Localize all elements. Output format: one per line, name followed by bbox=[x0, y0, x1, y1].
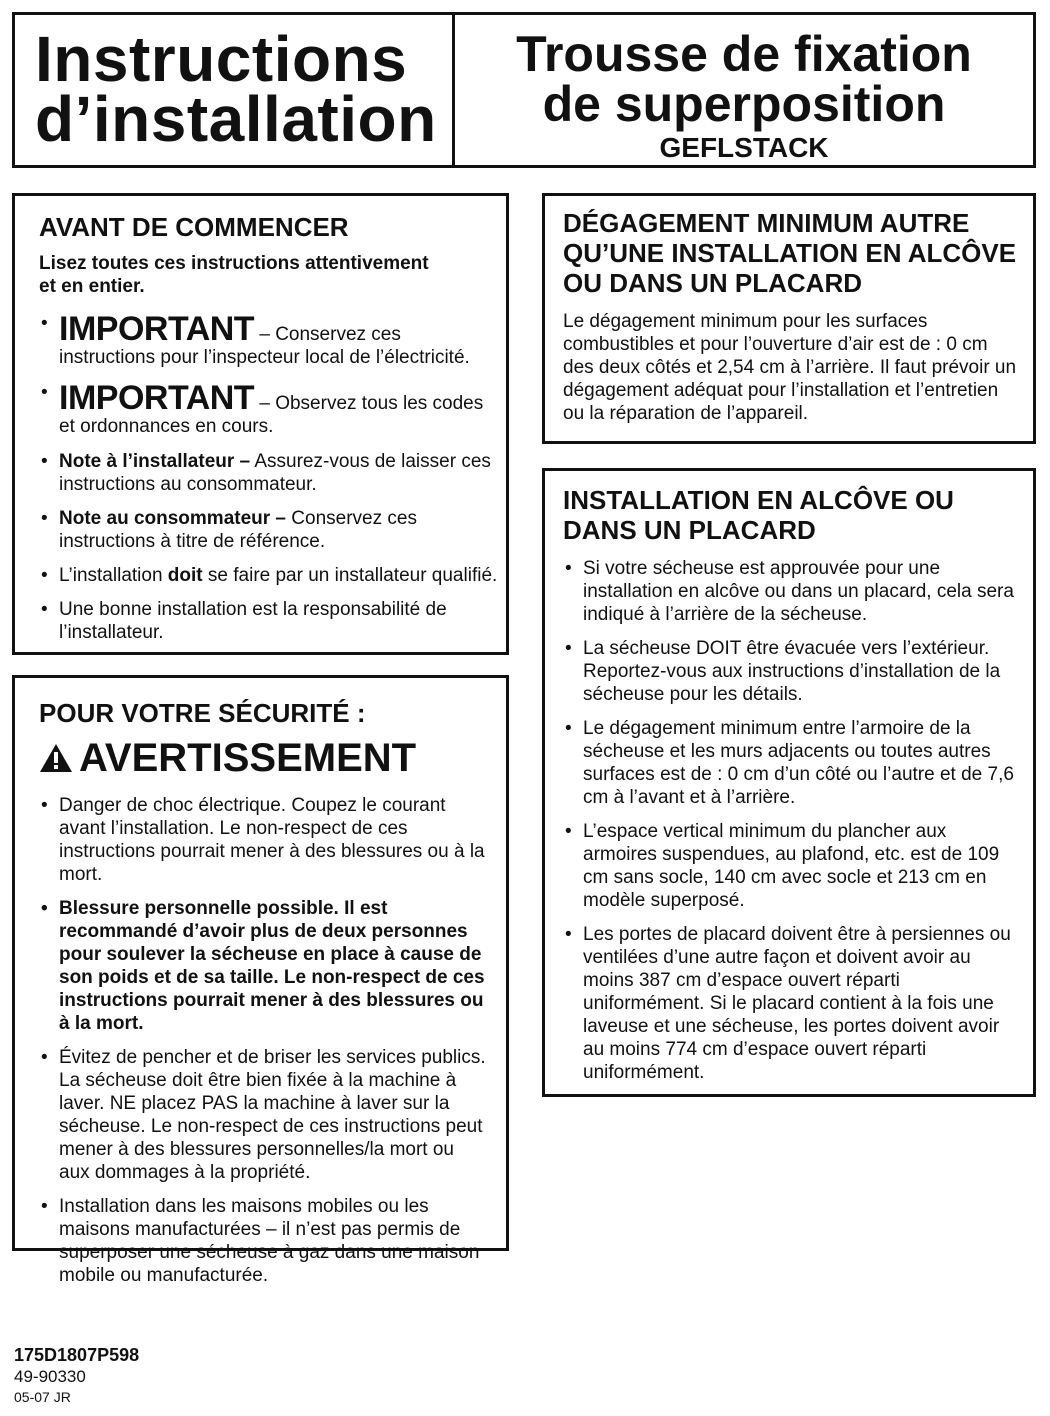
part-number: 175D1807P598 bbox=[14, 1345, 140, 1365]
list-item: • IMPORTANT – Conservez ces instructions pour l’inspecteur local de l’électricité. bbox=[41, 310, 470, 368]
before-you-begin-box bbox=[12, 193, 509, 655]
section-heading: POUR VOTRE SÉCURITÉ : bbox=[39, 698, 366, 728]
item-text: Danger de choc électrique. Coupez le courant avant l’installation. Le non-respect de ces instructions pourrait mener à des blessures ou à la mort. bbox=[59, 795, 485, 885]
item-text: se faire par un installateur qualifié. bbox=[202, 565, 498, 586]
item-text: – Conservez ces instructions pour l’inspecteur local de l’électricité. bbox=[59, 324, 470, 368]
item-text: Si votre sécheuse est approuvée pour une installation en alcôve ou dans un placard, cela sera indiqué à l’arrière de la sécheuse. bbox=[583, 558, 1014, 625]
list-item: • Installation dans les maisons mobiles ou les maisons manufacturées – il n’est pas permis de superposer une sécheuse à gaz dans une maison mobile ou manufacturée. bbox=[41, 1196, 480, 1286]
item-text: Le dégagement minimum entre l’armoire de la sécheuse et les murs adjacents ou toutes autres surfaces est de : 0 cm d’un côté ou l’autre et de 7,6 cm à l’avant et à l’arrière. bbox=[583, 718, 1014, 808]
doc-title-line2: d’installation bbox=[35, 83, 437, 155]
item-text: Assurez-vous de laisser ces instructions au consommateur. bbox=[59, 451, 491, 495]
item-text: Les portes de placard doivent être à persiennes ou ventilées d’une autre façon et doivent avoir au moins 387 cm d’espace ouvert réparti uniformément. Si le placard contient à la fois une laveuse et une sécheuse, les portes doivent avoir au moins 774 cm d’espace ouvert réparti uniformément. bbox=[583, 924, 1011, 1083]
item-text: L’installation bbox=[59, 565, 168, 586]
list-item: • Le dégagement minimum entre l’armoire de la sécheuse et les murs adjacents ou toutes autres surfaces est de : 0 cm d’un côté ou l’autre et de 7,6 cm à l’avant et à l’arrière. bbox=[565, 718, 1014, 808]
list-item: • Évitez de pencher et de briser les services publics. La sécheuse doit être bien fixée à la machine à laver. NE placez PAS la machine à laver sur la sécheuse. Le non-respect de ces instructions peut mener à des blessures personnelles/la mort ou aux dommages à la propriété. bbox=[41, 1047, 486, 1183]
doc-title-block bbox=[15, 15, 455, 165]
document-header bbox=[12, 12, 1036, 168]
list-item: • Note au consommateur – Conservez ces instructions à titre de référence. bbox=[41, 508, 417, 552]
item-text: Installation dans les maisons mobiles ou les maisons manufacturées – il n’est pas permis de superposer une sécheuse à gaz dans une maison mobile ou manufacturée. bbox=[59, 1196, 480, 1286]
doc-title-line1: Instructions bbox=[35, 23, 408, 95]
safety-list bbox=[39, 794, 488, 1287]
item-text: La sécheuse DOIT être évacuée vers l’extérieur. Reportez-vous aux instructions d’installation de la sécheuse pour les détails. bbox=[583, 638, 1001, 705]
list-item: • IMPORTANT – Observez tous les codes et ordonnances en cours. bbox=[41, 379, 484, 437]
list-item: • L’espace vertical minimum du plancher aux armoires suspendues, au plafond, etc. est de 109 cm sans socle, 140 cm avec socle et 213 cm en modèle superposé. bbox=[565, 821, 1000, 911]
warning-title: AVERTISSEMENT bbox=[79, 736, 417, 780]
item-lead: Note à l’installateur – bbox=[59, 451, 251, 472]
product-title-line1: Trousse de fixation bbox=[516, 26, 972, 82]
list-item: • L’installation doit se faire par un installateur qualifié. bbox=[41, 565, 498, 586]
section-heading: INSTALLATION EN ALCÔVE OU DANS UN PLACARD bbox=[563, 485, 954, 545]
item-text: L’espace vertical minimum du plancher aux armoires suspendues, au plafond, etc. est de 109 cm sans socle, 140 cm avec socle et 213 cm en modèle superposé. bbox=[583, 821, 1000, 911]
list-item: • Une bonne installation est la responsabilité de l’installateur. bbox=[41, 599, 447, 643]
item-text: Une bonne installation est la responsabilité de l’installateur. bbox=[59, 599, 447, 643]
section-heading: AVANT DE COMMENCER bbox=[39, 212, 349, 242]
intro-text: Lisez toutes ces instructions attentivement et en entier. bbox=[39, 253, 429, 297]
important-label: IMPORTANT bbox=[59, 379, 255, 417]
before-list bbox=[39, 312, 498, 644]
safety-box bbox=[12, 675, 509, 1286]
item-lead: Note au consommateur – bbox=[59, 508, 286, 529]
list-item: • Si votre sécheuse est approuvée pour une installation en alcôve ou dans un placard, cela sera indiqué à l’arrière de la sécheuse. bbox=[565, 558, 1014, 625]
model-number: GEFLSTACK bbox=[659, 132, 829, 163]
warning-triangle-icon bbox=[39, 743, 73, 773]
list-item: • Les portes de placard doivent être à persiennes ou ventilées d’une autre façon et doivent avoir au moins 387 cm d’espace ouvert réparti uniformément. Si le placard contient à la fois une laveuse et une sécheuse, les portes doivent avoir au moins 774 cm d’espace ouvert réparti uniformément. bbox=[565, 924, 1011, 1083]
item-text: – Observez tous les codes et ordonnances en cours. bbox=[59, 393, 484, 437]
item-text: Évitez de pencher et de briser les services publics. La sécheuse doit être bien fixée à la machine à laver. NE placez PAS la machine à laver sur la sécheuse. Le non-respect de ces instructions peut mener à des blessures personnelles/la mort ou aux dommages à la propriété. bbox=[59, 1047, 486, 1183]
item-text: Blessure personnelle possible. Il est recommandé d’avoir plus de deux personnes pour soulever la sécheuse en place à cause de son poids et de sa taille. Le non-respect de ces instructions pourrait mener à des blessures ou à la mort. bbox=[59, 898, 485, 1034]
doc-number: 49-90330 bbox=[14, 1367, 86, 1386]
list-item: • La sécheuse DOIT être évacuée vers l’extérieur. Reportez-vous aux instructions d’installation de la sécheuse pour les détails. bbox=[565, 638, 1001, 705]
item-text: Conservez ces instructions à titre de référence. bbox=[59, 508, 417, 552]
alcove-list bbox=[563, 557, 1021, 1084]
item-emphasis: doit bbox=[167, 565, 203, 586]
clearance-text: Le dégagement minimum pour les surfaces combustibles et pour l’ouverture d’air est de : 0 cm des deux côtés et 2,54 cm à l’arrière. Il faut prévoir un dégagement adéquat pour l’installation et l’entretien ou la réparation de l’appareil. bbox=[563, 311, 1017, 424]
warning-banner bbox=[39, 736, 488, 780]
important-label: IMPORTANT bbox=[59, 310, 255, 348]
product-title-line2: de superposition bbox=[542, 76, 946, 132]
document-footer bbox=[14, 1344, 139, 1407]
list-item: • Blessure personnelle possible. Il est recommandé d’avoir plus de deux personnes pour soulever la sécheuse en place à cause de son poids et de sa taille. Le non-respect de ces instructions pourrait mener à des blessures ou à la mort. bbox=[41, 898, 485, 1034]
date-code: 05-07 JR bbox=[14, 1389, 71, 1405]
list-item: • Danger de choc électrique. Coupez le courant avant l’installation. Le non-respect de ces instructions pourrait mener à des blessures ou à la mort. bbox=[41, 795, 485, 885]
section-heading: DÉGAGEMENT MINIMUM AUTRE QU’UNE INSTALLATION EN ALCÔVE OU DANS UN PLACARD bbox=[563, 208, 1017, 298]
minimum-clearance-box bbox=[542, 193, 1036, 444]
product-title-block bbox=[455, 15, 1033, 165]
list-item: • Note à l’installateur – Assurez-vous de laisser ces instructions au consommateur. bbox=[41, 451, 491, 495]
alcove-installation-box bbox=[542, 468, 1036, 1097]
